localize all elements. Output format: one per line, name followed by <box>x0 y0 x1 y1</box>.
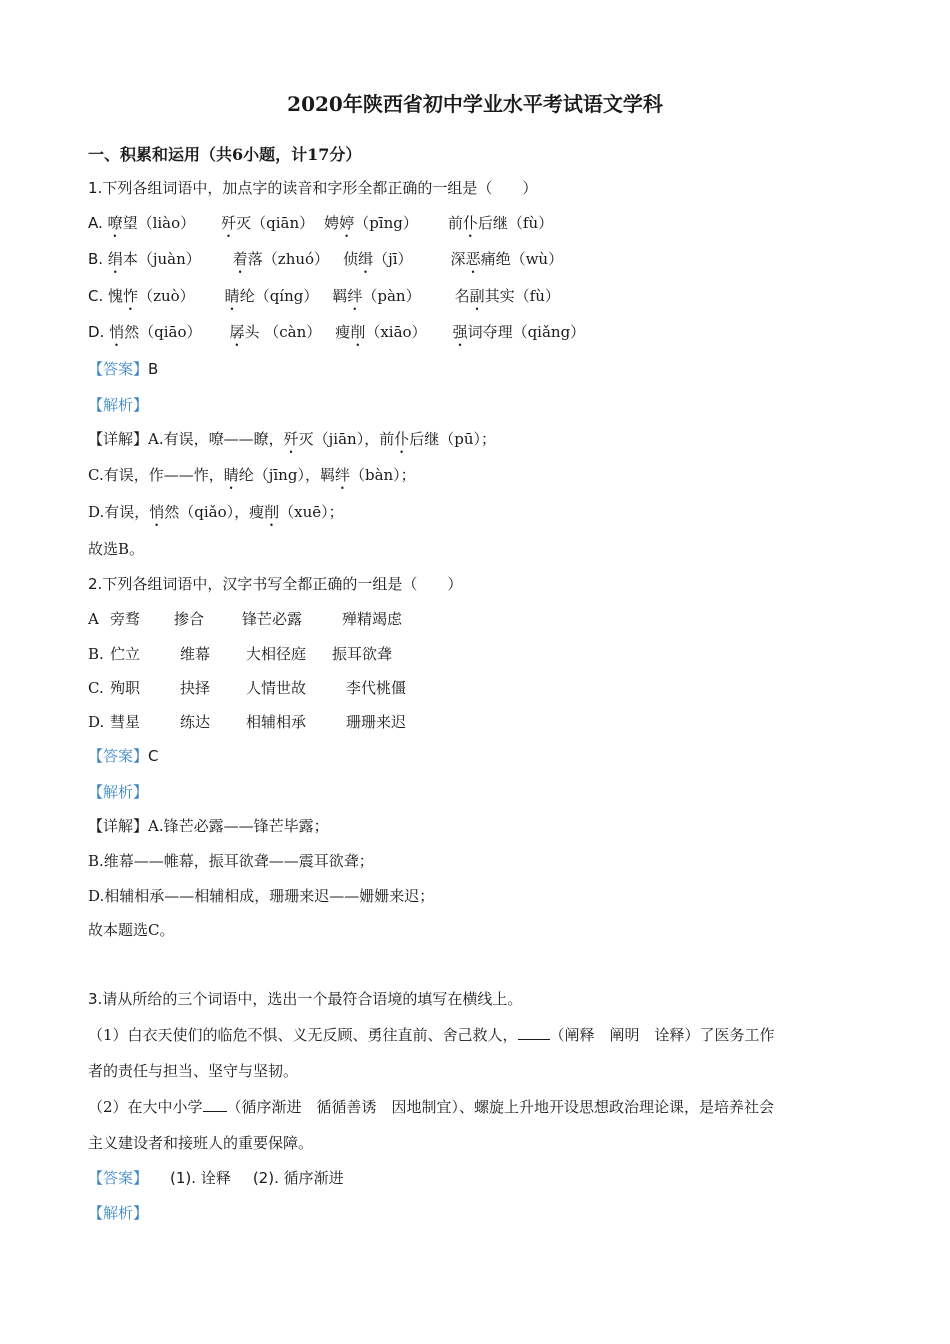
q1-option-a <box>88 212 553 241</box>
option-label: C. <box>88 679 104 697</box>
detail-text: A.有误，嘹——瞭， <box>148 430 284 448</box>
option-word: 殉职 <box>110 679 141 697</box>
option-text: 愧 <box>108 287 124 305</box>
q3-text: （1）白衣天使们的临危不惧、义无反顾、勇往直前、舍己救人， <box>88 1026 518 1044</box>
q2-analysis <box>88 781 148 802</box>
q3-number: 3. <box>88 990 103 1008</box>
option-label: A. <box>88 214 103 232</box>
q3-text: （阐释 阐明 诠释）了医务工作 <box>549 1026 775 1044</box>
option-word: 彗星 <box>110 713 141 731</box>
q1-option-c <box>88 285 560 314</box>
detail-text: C.有误，作——怍， <box>88 466 224 484</box>
dotted-char: 歼 <box>283 430 299 448</box>
q1-number: 1. <box>88 179 103 197</box>
option-word: 抉择 <box>180 679 211 697</box>
option-word: 锋芒必露 <box>242 610 303 628</box>
answer-number: (1). <box>170 1169 197 1187</box>
dotted-char: 缉 <box>358 250 374 268</box>
option-word: 旁骛 <box>110 610 141 628</box>
option-text: 头 （càn） <box>244 323 322 341</box>
option-text: 名 <box>454 287 470 305</box>
q1-detail-1 <box>88 428 496 457</box>
answer-number: (2). <box>252 1169 279 1187</box>
option-word: 相辅相承 <box>246 713 307 731</box>
page-title: 2020年陕西省初中学业水平考试语文学科 <box>287 92 663 116</box>
option-word: 振耳欲聋 <box>332 645 393 663</box>
q3-text: （2）在大中小学 <box>88 1098 203 1116</box>
dotted-char: 绢 <box>107 250 123 268</box>
detail-text: 后继（pū）； <box>409 430 496 448</box>
option-text: 灭（qiān） <box>236 214 315 232</box>
detail-text: D.有误， <box>88 503 150 521</box>
q2-stem <box>88 573 462 594</box>
dotted-char: 嘹 <box>107 214 123 232</box>
answer-tag: 【答案】 <box>88 1169 149 1187</box>
answer-value: C <box>148 747 159 765</box>
option-text: 痛绝（wù） <box>480 250 564 268</box>
q2-answer <box>88 745 159 766</box>
dotted-char: 强 <box>452 323 468 341</box>
detail-text: （bàn）； <box>349 466 416 484</box>
q1-detail-3 <box>88 501 344 530</box>
q2-option-d <box>88 711 406 732</box>
dotted-char: 着 <box>232 250 248 268</box>
dotted-char: 仆 <box>394 430 410 448</box>
option-text: （pàn） <box>362 287 421 305</box>
option-text: （jī） <box>373 250 413 268</box>
dotted-char: 歼 <box>221 214 237 232</box>
option-label: B. <box>88 250 104 268</box>
q3-part1-line1 <box>88 1024 775 1045</box>
answer-blank[interactable] <box>518 1025 550 1040</box>
option-text: （pīng） <box>354 214 418 232</box>
detail-text: 纶（jīng），羁 <box>238 466 335 484</box>
analysis-tag: 【解析】 <box>88 783 149 801</box>
q1-detail-4: 故选B。 <box>88 540 145 558</box>
option-text: 其实（fù） <box>484 287 560 305</box>
dotted-char: 悄 <box>109 323 125 341</box>
option-text: 纶（qíng） <box>239 287 319 305</box>
option-text: 望（liào） <box>122 214 196 232</box>
option-text: 后继（fù） <box>477 214 554 232</box>
answer-tag: 【答案】 <box>88 360 149 378</box>
q2-detail-2: B.维幕——帷幕，振耳欲聋——震耳欲聋； <box>88 852 374 870</box>
q2-option-c <box>88 677 406 698</box>
option-label: D. <box>88 713 105 731</box>
q3-part2-line2: 主义建设者和接班人的重要保障。 <box>88 1134 314 1152</box>
option-word: 掺合 <box>174 610 205 628</box>
q1-detail-2 <box>88 464 416 493</box>
option-word: 殚精竭虑 <box>342 610 403 628</box>
option-text: （zuò） <box>138 287 195 305</box>
detail-text: 灭（jiān），前 <box>298 430 395 448</box>
option-text: 前 <box>447 214 463 232</box>
dotted-char: 副 <box>469 287 485 305</box>
q1-option-b <box>88 248 563 277</box>
answer-value: 诠释 <box>200 1169 231 1187</box>
q1-stem <box>88 177 537 198</box>
q3-stem <box>88 988 522 1009</box>
dotted-char: 恶 <box>465 250 481 268</box>
dotted-char: 婷 <box>339 214 355 232</box>
option-text: 羁 <box>332 287 348 305</box>
dotted-char: 怍 <box>123 287 139 305</box>
q1-option-d <box>88 321 585 350</box>
option-word: 李代桃僵 <box>346 679 407 697</box>
option-label: A <box>88 610 99 628</box>
q3-text: （循序渐进 循循善诱 因地制宜）、螺旋上升地开设思想政治理论课，是培养社会 <box>226 1098 775 1116</box>
answer-value: 循序渐进 <box>283 1169 344 1187</box>
q2-number: 2. <box>88 575 103 593</box>
q2-option-a <box>88 608 402 629</box>
q2-detail-4: 故本题选C。 <box>88 921 175 939</box>
detail-tag: 【详解】 <box>88 817 149 835</box>
analysis-tag: 【解析】 <box>88 396 149 414</box>
q2-detail-1 <box>88 815 329 836</box>
q3-analysis <box>88 1202 148 1223</box>
q3-part1-line2: 者的责任与担当、坚守与坚韧。 <box>88 1062 299 1080</box>
option-text: 落（zhuó） <box>247 250 330 268</box>
section-heading: 一、积累和运用（共6小题，计17分） <box>88 145 362 164</box>
option-text: 瘦 <box>335 323 351 341</box>
option-word: 练达 <box>180 713 211 731</box>
dotted-char: 悄 <box>149 503 165 521</box>
option-text: （xiāo） <box>365 323 427 341</box>
analysis-tag: 【解析】 <box>88 1204 149 1222</box>
option-label: B. <box>88 645 104 663</box>
dotted-char: 绊 <box>334 466 350 484</box>
answer-tag: 【答案】 <box>88 747 149 765</box>
q1-answer <box>88 358 158 379</box>
dotted-char: 削 <box>264 503 280 521</box>
answer-value: B <box>148 360 159 378</box>
dotted-char: 仆 <box>462 214 478 232</box>
option-word: 伫立 <box>110 645 141 663</box>
option-word: 维幕 <box>180 645 211 663</box>
option-label: C. <box>88 287 104 305</box>
dotted-char: 孱 <box>229 323 245 341</box>
detail-text: 然（qiǎo），瘦 <box>164 503 265 521</box>
option-text: 娉 <box>324 214 340 232</box>
option-text: 深 <box>450 250 466 268</box>
option-word: 人情世故 <box>246 679 307 697</box>
option-text: 侦 <box>343 250 359 268</box>
detail-text: A.锋芒必露——锋芒毕露； <box>148 817 329 835</box>
dotted-char: 睛 <box>224 287 240 305</box>
detail-tag: 【详解】 <box>88 430 149 448</box>
q3-stem-text: 请从所给的三个词语中，选出一个最符合语境的填写在横线上。 <box>102 990 523 1008</box>
dotted-char: 削 <box>350 323 366 341</box>
option-word: 珊珊来迟 <box>346 713 407 731</box>
q3-part2-line1 <box>88 1096 774 1117</box>
q1-stem-text: 下列各组词语中，加点字的读音和字形全都正确的一组是（ ） <box>102 179 538 197</box>
q2-stem-text: 下列各组词语中，汉字书写全都正确的一组是（ ） <box>102 575 463 593</box>
dotted-char: 绊 <box>347 287 363 305</box>
q2-detail-3: D.相辅相承——相辅相成，珊珊来迟——姗姗来迟； <box>88 887 435 905</box>
q2-option-b <box>88 643 392 664</box>
q3-answer <box>88 1167 344 1188</box>
option-label: D. <box>88 323 105 341</box>
option-word: 大相径庭 <box>246 645 307 663</box>
q1-analysis <box>88 394 148 415</box>
option-text: 词夺理（qiǎng） <box>467 323 586 341</box>
detail-text: （xuē）； <box>279 503 344 521</box>
answer-blank[interactable] <box>203 1097 227 1112</box>
dotted-char: 睛 <box>223 466 239 484</box>
option-text: 本（juàn） <box>122 250 201 268</box>
option-text: 然（qiāo） <box>124 323 202 341</box>
